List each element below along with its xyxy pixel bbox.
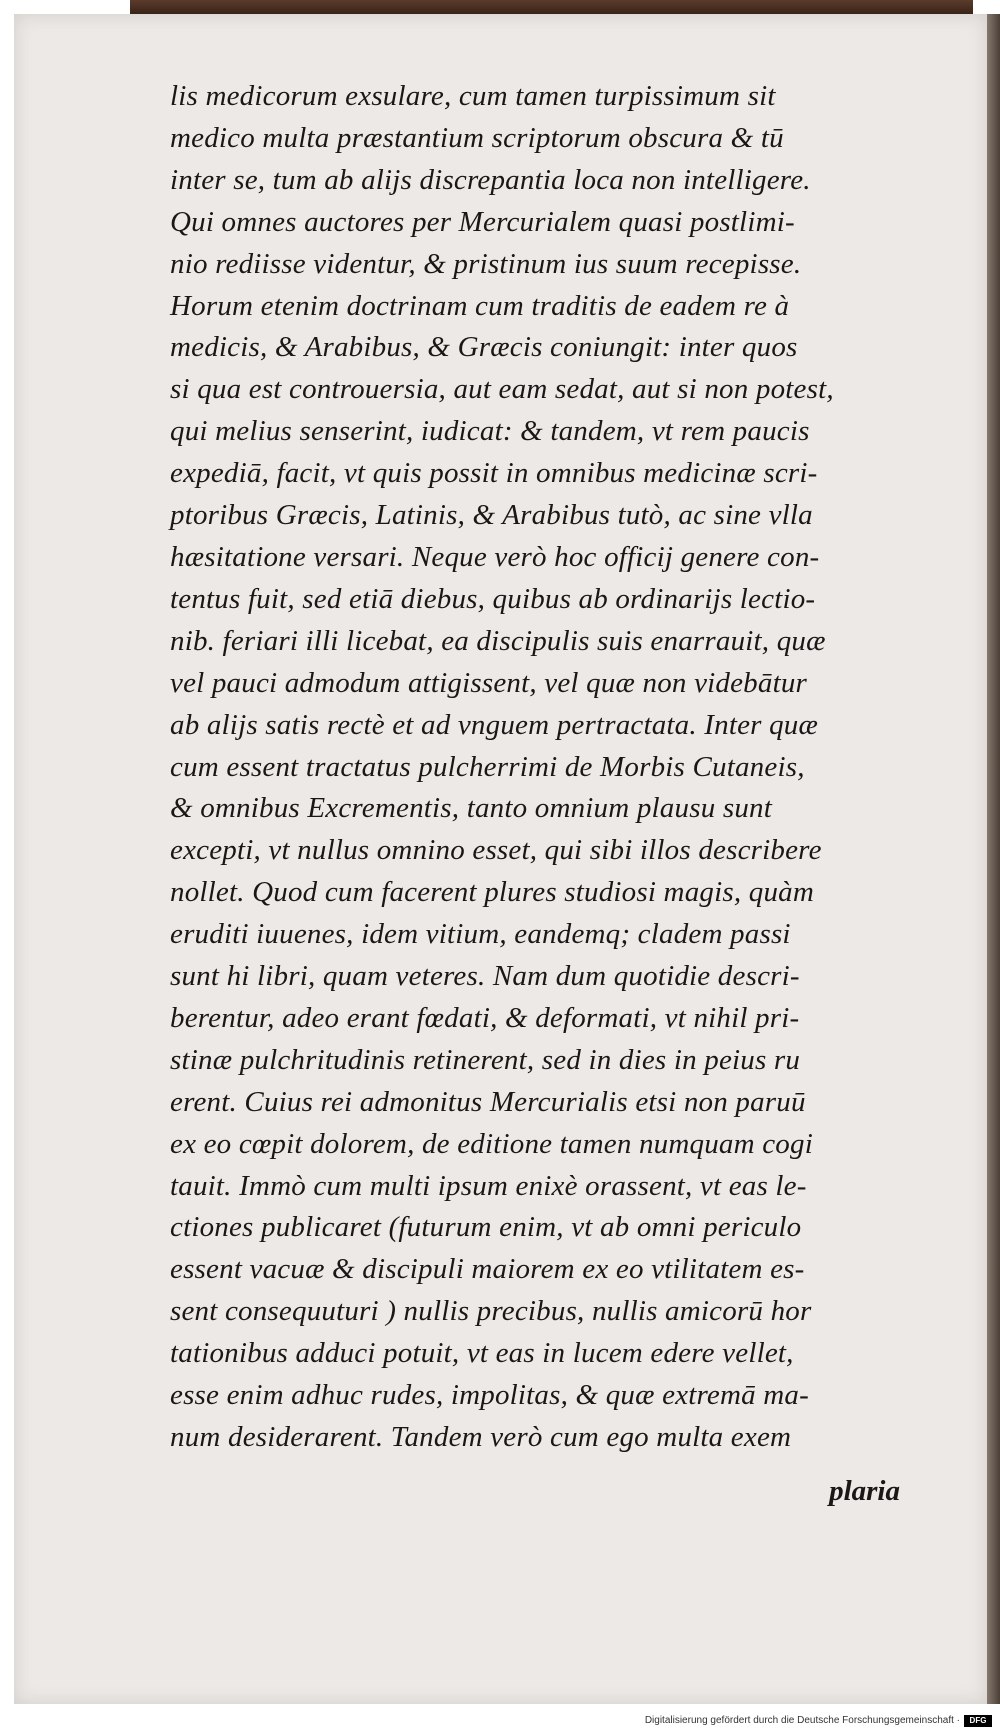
text-line: Horum etenim doctrinam cum traditis de eadem re à	[170, 289, 790, 322]
text-line: erent. Cuius rei admonitus Mercurialis etsi non paruū	[170, 1085, 806, 1118]
page-edge-right	[986, 14, 1000, 1704]
text-line: esse enim adhuc rudes, impolitas, & quæ extremā ma-	[170, 1379, 809, 1412]
text-line: vel pauci admodum attigissent, vel quæ non videbātur	[170, 666, 808, 699]
text-line: qui melius senserint, iudicat: & tandem, vt rem paucis	[170, 415, 810, 448]
text-line: tentus fuit, sed etiā diebus, quibus ab ordinarijs lectio-	[170, 582, 816, 615]
text-line: stinæ pulchritudinis retinerent, sed in dies in peius ru	[170, 1043, 801, 1076]
text-line: nio rediisse videntur, & pristinum ius suum recepisse.	[170, 247, 802, 280]
text-line: nollet. Quod cum facerent plures studiosi magis, quàm	[170, 876, 814, 909]
text-line: medicis, & Arabibus, & Græcis coniungit: inter quos	[170, 331, 798, 364]
text-line: sunt hi libri, quam veteres. Nam dum quotidie descri-	[170, 960, 800, 993]
funding-credit: Digitalisierung gefördert durch die Deutsche Forschungsgemeinschaft ·	[644, 1715, 960, 1726]
text-line: expediā, facit, vt quis possit in omnibus medicinæ scri-	[170, 457, 818, 490]
text-line: excepti, vt nullus omnino esset, qui sibi illos describere	[170, 834, 822, 867]
text-line: tauit. Immò cum multi ipsum enixè orassent, vt eas le-	[170, 1169, 807, 1202]
text-line: ctiones publicaret (futurum enim, vt ab omni periculo	[170, 1211, 802, 1244]
digitization-footer	[0, 1714, 1000, 1730]
text-line: hæsitatione versari. Neque verò hoc officij genere con-	[170, 540, 820, 573]
text-line: inter se, tum ab alijs discrepantia loca non intelligere.	[170, 163, 811, 196]
text-line: ex eo cœpit dolorem, de editione tamen numquam cogi	[170, 1127, 813, 1160]
text-line: cum essent tractatus pulcherrimi de Morbis Cutaneis,	[170, 750, 805, 783]
text-line: sent consequuturi ) nullis precibus, nullis amicorū hor	[170, 1295, 812, 1328]
text-line: lis medicorum exsulare, cum tamen turpissimum sit	[170, 80, 776, 112]
text-line: Qui omnes auctores per Mercurialem quasi postlimi-	[170, 205, 795, 238]
text-line: ptoribus Græcis, Latinis, & Arabibus tutò, ac sine vlla	[170, 499, 813, 532]
text-line: nib. feriari illi licebat, ea discipulis suis enarrauit, quæ	[170, 624, 826, 657]
text-line: tationibus adduci potuit, vt eas in lucem edere vellet,	[170, 1337, 794, 1370]
text-line: & omnibus Excrementis, tanto omnium plausu sunt	[170, 792, 772, 825]
catchword: plaria	[829, 1475, 900, 1507]
dfg-logo-icon: DFG	[964, 1715, 992, 1727]
text-line: ab alijs satis rectè et ad vnguem pertractata. Inter quæ	[170, 708, 819, 741]
text-line: num desiderarent. Tandem verò cum ego multa exem	[170, 1421, 792, 1453]
text-line: eruditi iuuenes, idem vitium, eandemq; cladem passi	[170, 918, 791, 951]
text-line: berentur, adeo erant fœdati, & deformati, vt nihil pri-	[170, 1001, 800, 1034]
text-line: medico multa præstantium scriptorum obscura & tū	[170, 121, 784, 154]
page-text	[170, 76, 915, 1459]
text-line: si qua est controuersia, aut eam sedat, aut si non potest,	[170, 373, 834, 406]
page-edge-top	[130, 0, 973, 14]
text-line: essent vacuæ & discipuli maiorem ex eo vtilitatem es-	[170, 1253, 805, 1286]
